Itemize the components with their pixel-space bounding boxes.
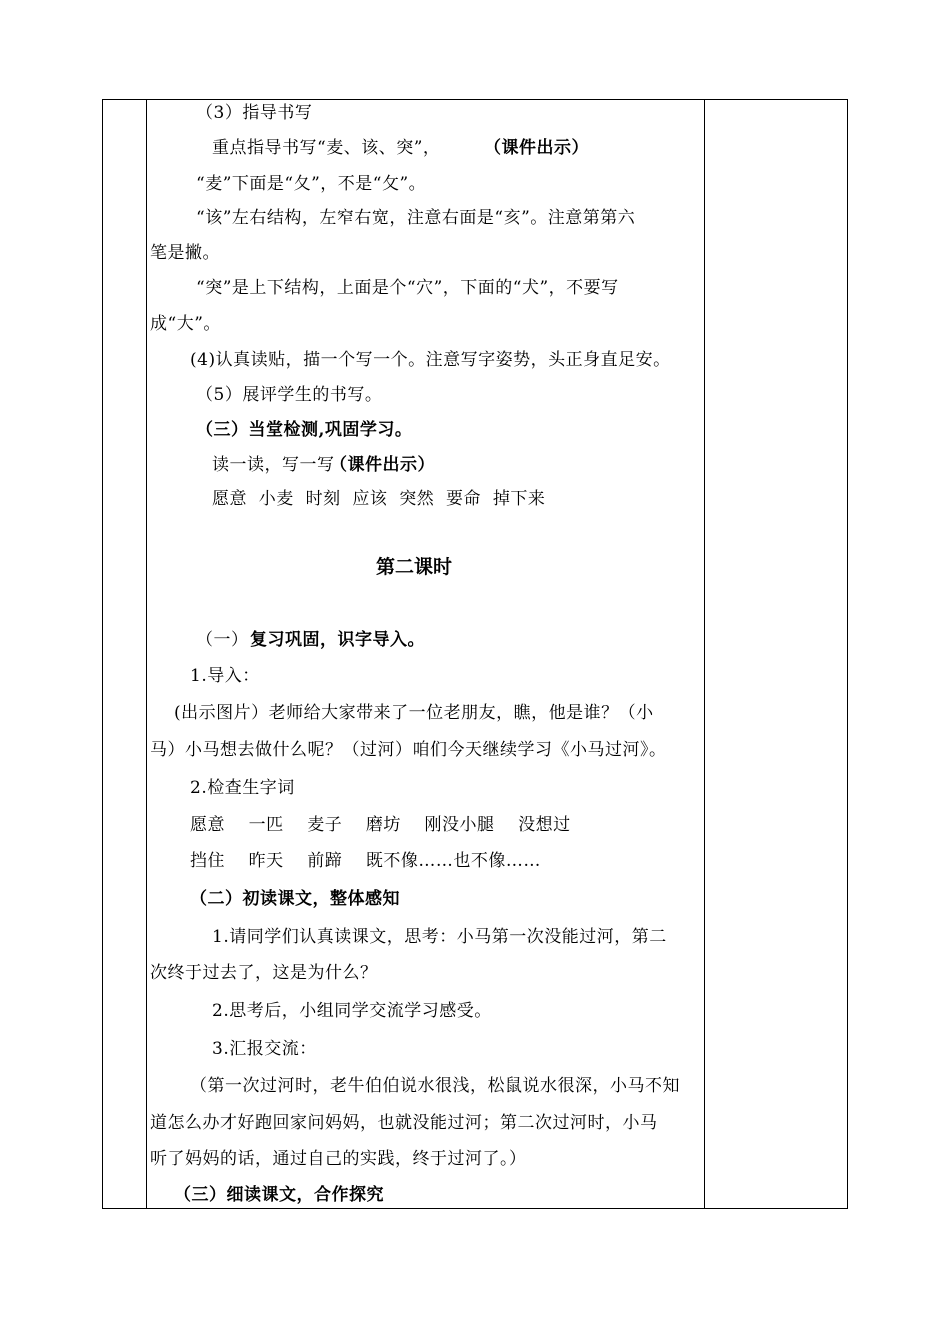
section-heading: （三）细读课文，合作探究: [174, 1185, 384, 1205]
word-list: 愿意 一匹 麦子 磨坊 刚没小腿 没想过: [190, 815, 571, 835]
courseware-note: （课件出示）: [484, 138, 589, 158]
text-line: 听了妈妈的话，通过自己的实践，终于过河了。）: [150, 1149, 527, 1169]
text-line: 重点指导书写“麦、该、突”，: [212, 138, 441, 158]
text-line: 1.请同学们认真读课文，思考：小马第一次没能过河，第二: [212, 927, 667, 947]
section-prefix: （一）: [196, 630, 249, 650]
text-line: (4)认真读贴，描一个写一个。注意写字姿势，头正身直足安。: [190, 350, 671, 370]
text-line: 2.检查生字词: [190, 778, 295, 798]
section-heading: 复习巩固，识字导入。: [250, 630, 425, 650]
text-line: 成“大”。: [150, 314, 221, 334]
text-line: （5）展评学生的书写。: [196, 385, 383, 405]
text-line: 3.汇报交流：: [212, 1039, 317, 1059]
courseware-note: （课件出示）: [330, 455, 435, 475]
text-line: “该”左右结构，左窄右宽，注意右面是“亥”。注意第第六: [196, 208, 636, 228]
column-divider-left: [146, 100, 147, 1208]
lesson-period-title: 第二课时: [376, 556, 453, 578]
text-line: “突”是上下结构，上面是个“穴”，下面的“犬”，不要写: [196, 278, 619, 298]
section-heading: （三）当堂检测,巩固学习。: [196, 420, 413, 440]
text-line: 笔是撇。: [150, 243, 220, 263]
text-line: (出示图片）老师给大家带来了一位老朋友，瞧，他是谁？（小: [174, 703, 654, 723]
text-line: “麦”下面是“夂”，不是“攵”。: [196, 174, 427, 194]
text-line: 读一读，写一写: [212, 455, 335, 475]
text-line: 道怎么办才好跑回家问妈妈，也就没能过河；第二次过河时，小马: [150, 1113, 658, 1133]
text-line: 1.导入：: [190, 666, 260, 686]
text-line: （3）指导书写: [196, 103, 313, 123]
text-line: 次终于过去了，这是为什么？: [150, 963, 378, 983]
text-line: 2.思考后，小组同学交流学习感受。: [212, 1001, 492, 1021]
text-line: 马）小马想去做什么呢？（过河）咱们今天继续学习《小马过河》。: [150, 740, 667, 760]
word-list: 愿意 小麦 时刻 应该 突然 要命 掉下来: [212, 489, 546, 509]
column-divider-right: [704, 100, 705, 1208]
section-heading: （二）初读课文，整体感知: [190, 889, 400, 909]
word-list: 挡住 昨天 前蹄 既不像……也不像……: [190, 851, 541, 871]
text-line: （第一次过河时，老牛伯伯说水很浅，松鼠说水很深，小马不知: [190, 1076, 680, 1096]
